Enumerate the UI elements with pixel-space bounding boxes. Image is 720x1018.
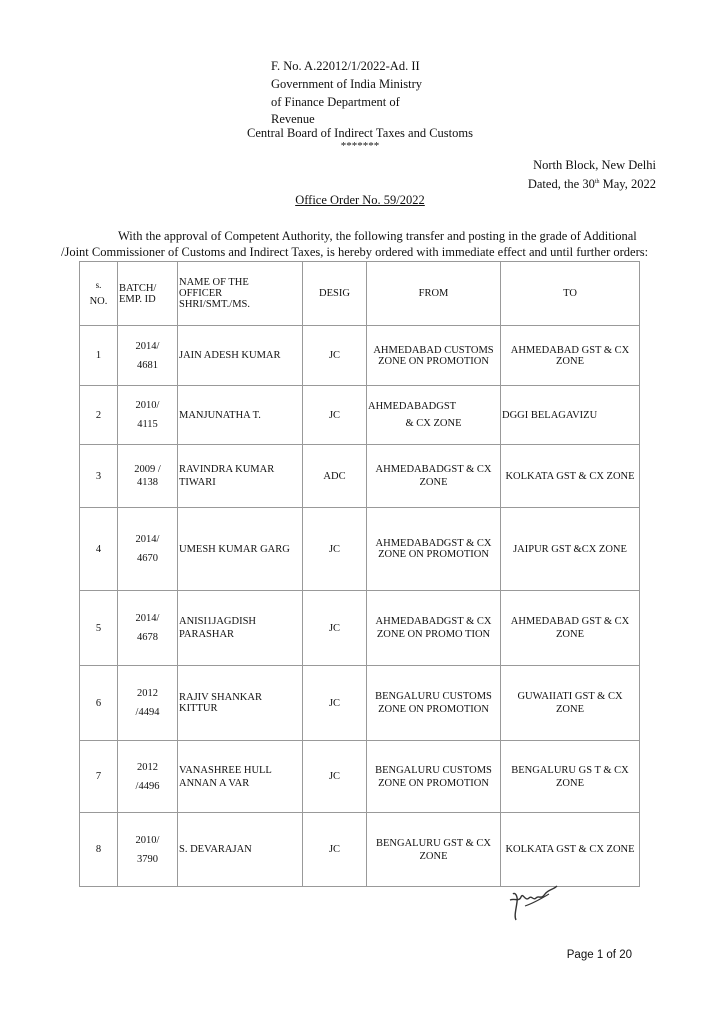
file-number: F. No. A.22012/1/2022-Ad. II [271, 59, 420, 73]
intro-line-1: With the approval of Competent Authority, the following transfer and posting in the grade of Additional [118, 229, 637, 243]
cell-batch: 2014/ 4670 [118, 508, 178, 591]
cell-name: MANJUNATHA T. [178, 386, 303, 445]
cell-name: ANISI1JAGDISH PARASHAR [178, 591, 303, 666]
header-sno: s. NO. [80, 262, 118, 326]
cell-batch: 2012 /4496 [118, 741, 178, 813]
cell-name: UMESH KUMAR GARG [178, 508, 303, 591]
cell-sno: 8 [80, 813, 118, 887]
cell-from: AHMEDABADGST & CX ZONE ON PROMOTION [367, 508, 501, 591]
cell-desig: JC [303, 741, 367, 813]
cell-from: AHMEDABADGST & CX ZONE [367, 445, 501, 508]
page-number: Page 1 of 20 [566, 949, 632, 961]
govt-line-1: Government of India Ministry [271, 77, 423, 91]
date-suffix: May, 2022 [599, 177, 656, 192]
cell-to: KOLKATA GST & CX ZONE [501, 813, 640, 887]
cell-name: VANASHREE HULL ANNAN A VAR [178, 741, 303, 813]
header-to: TO [501, 262, 640, 326]
cell-desig: JC [303, 813, 367, 887]
table-row [80, 741, 640, 813]
cell-desig: ADC [303, 445, 367, 508]
cell-name: JAIN ADESH KUMAR [178, 326, 303, 386]
cell-desig: JC [303, 666, 367, 741]
table-row [80, 445, 640, 508]
cell-sno: 6 [80, 666, 118, 741]
table-row [80, 326, 640, 386]
cell-sno: 2 [80, 386, 118, 445]
cell-from: AHMEDABADGST & CX ZONE [367, 386, 501, 445]
cell-batch: 2014/ 4681 [118, 326, 178, 386]
signature-icon [505, 880, 565, 925]
govt-line-3: Revenue [271, 112, 315, 126]
cell-to: AHMEDABAD GST & CX ZONE [501, 326, 640, 386]
cell-to: GUWAIIATI GST & CX ZONE [501, 666, 640, 741]
header-desig: DESIG [303, 262, 367, 326]
date-sup: th [594, 179, 600, 185]
header-from: FROM [367, 262, 501, 326]
cell-desig: JC [303, 326, 367, 386]
cell-to: BENGALURU GS T & CX ZONE [501, 741, 640, 813]
cell-batch: 2009 / 4138 [118, 445, 178, 508]
date-line [528, 174, 656, 193]
cell-sno: 5 [80, 591, 118, 666]
cell-from: AHMEDABAD CUSTOMS ZONE ON PROMOTION [367, 326, 501, 386]
cell-from: BENGALURU CUSTOMS ZONE ON PROMOTION [367, 666, 501, 741]
cell-to: AHMEDABAD GST & CX ZONE [501, 591, 640, 666]
table-row [80, 386, 640, 445]
cell-desig: JC [303, 386, 367, 445]
cell-from: AHMEDABADGST & CX ZONE ON PROMO TION [367, 591, 501, 666]
cell-from: BENGALURU GST & CX ZONE [367, 813, 501, 887]
cell-desig: JC [303, 508, 367, 591]
cell-batch: 2010/ 4115 [118, 386, 178, 445]
cell-to: DGGI BELAGAVIZU [501, 386, 640, 445]
separator-stars: ******* [340, 140, 380, 152]
transfer-table [79, 261, 640, 887]
board-name: Central Board of Indirect Taxes and Customs [247, 126, 473, 140]
cell-sno: 4 [80, 508, 118, 591]
cell-batch: 2014/ 4678 [118, 591, 178, 666]
place-line: North Block, New Delhi [533, 158, 656, 172]
header-officer-name: NAME OF THE OFFICER SHRI/SMT./MS. [178, 262, 303, 326]
table-row [80, 813, 640, 887]
cell-sno: 3 [80, 445, 118, 508]
table-row [80, 591, 640, 666]
order-title: Office Order No. 59/2022 [295, 193, 425, 207]
cell-from: BENGALURU CUSTOMS ZONE ON PROMOTION [367, 741, 501, 813]
date-prefix: Dated, the 30 [527, 177, 595, 192]
table-header-row [80, 262, 640, 326]
cell-sno: 1 [80, 326, 118, 386]
cell-to: KOLKATA GST & CX ZONE [501, 445, 640, 508]
cell-to: JAIPUR GST &CX ZONE [501, 508, 640, 591]
govt-line-2: of Finance Department of [271, 95, 400, 109]
table-row [80, 508, 640, 591]
header-batch: BATCH/ EMP. ID [118, 262, 178, 326]
intro-line-2: /Joint Commissioner of Customs and Indirect Taxes, is hereby ordered with immediate effect and until further orders: [61, 245, 649, 259]
cell-name: RAVINDRA KUMAR TIWARI [178, 445, 303, 508]
cell-name: RAJIV SHANKAR KITTUR [178, 666, 303, 741]
cell-name: S. DEVARAJAN [178, 813, 303, 887]
cell-sno: 7 [80, 741, 118, 813]
cell-desig: JC [303, 591, 367, 666]
cell-batch: 2010/ 3790 [118, 813, 178, 887]
cell-batch: 2012 /4494 [118, 666, 178, 741]
table-row [80, 666, 640, 741]
